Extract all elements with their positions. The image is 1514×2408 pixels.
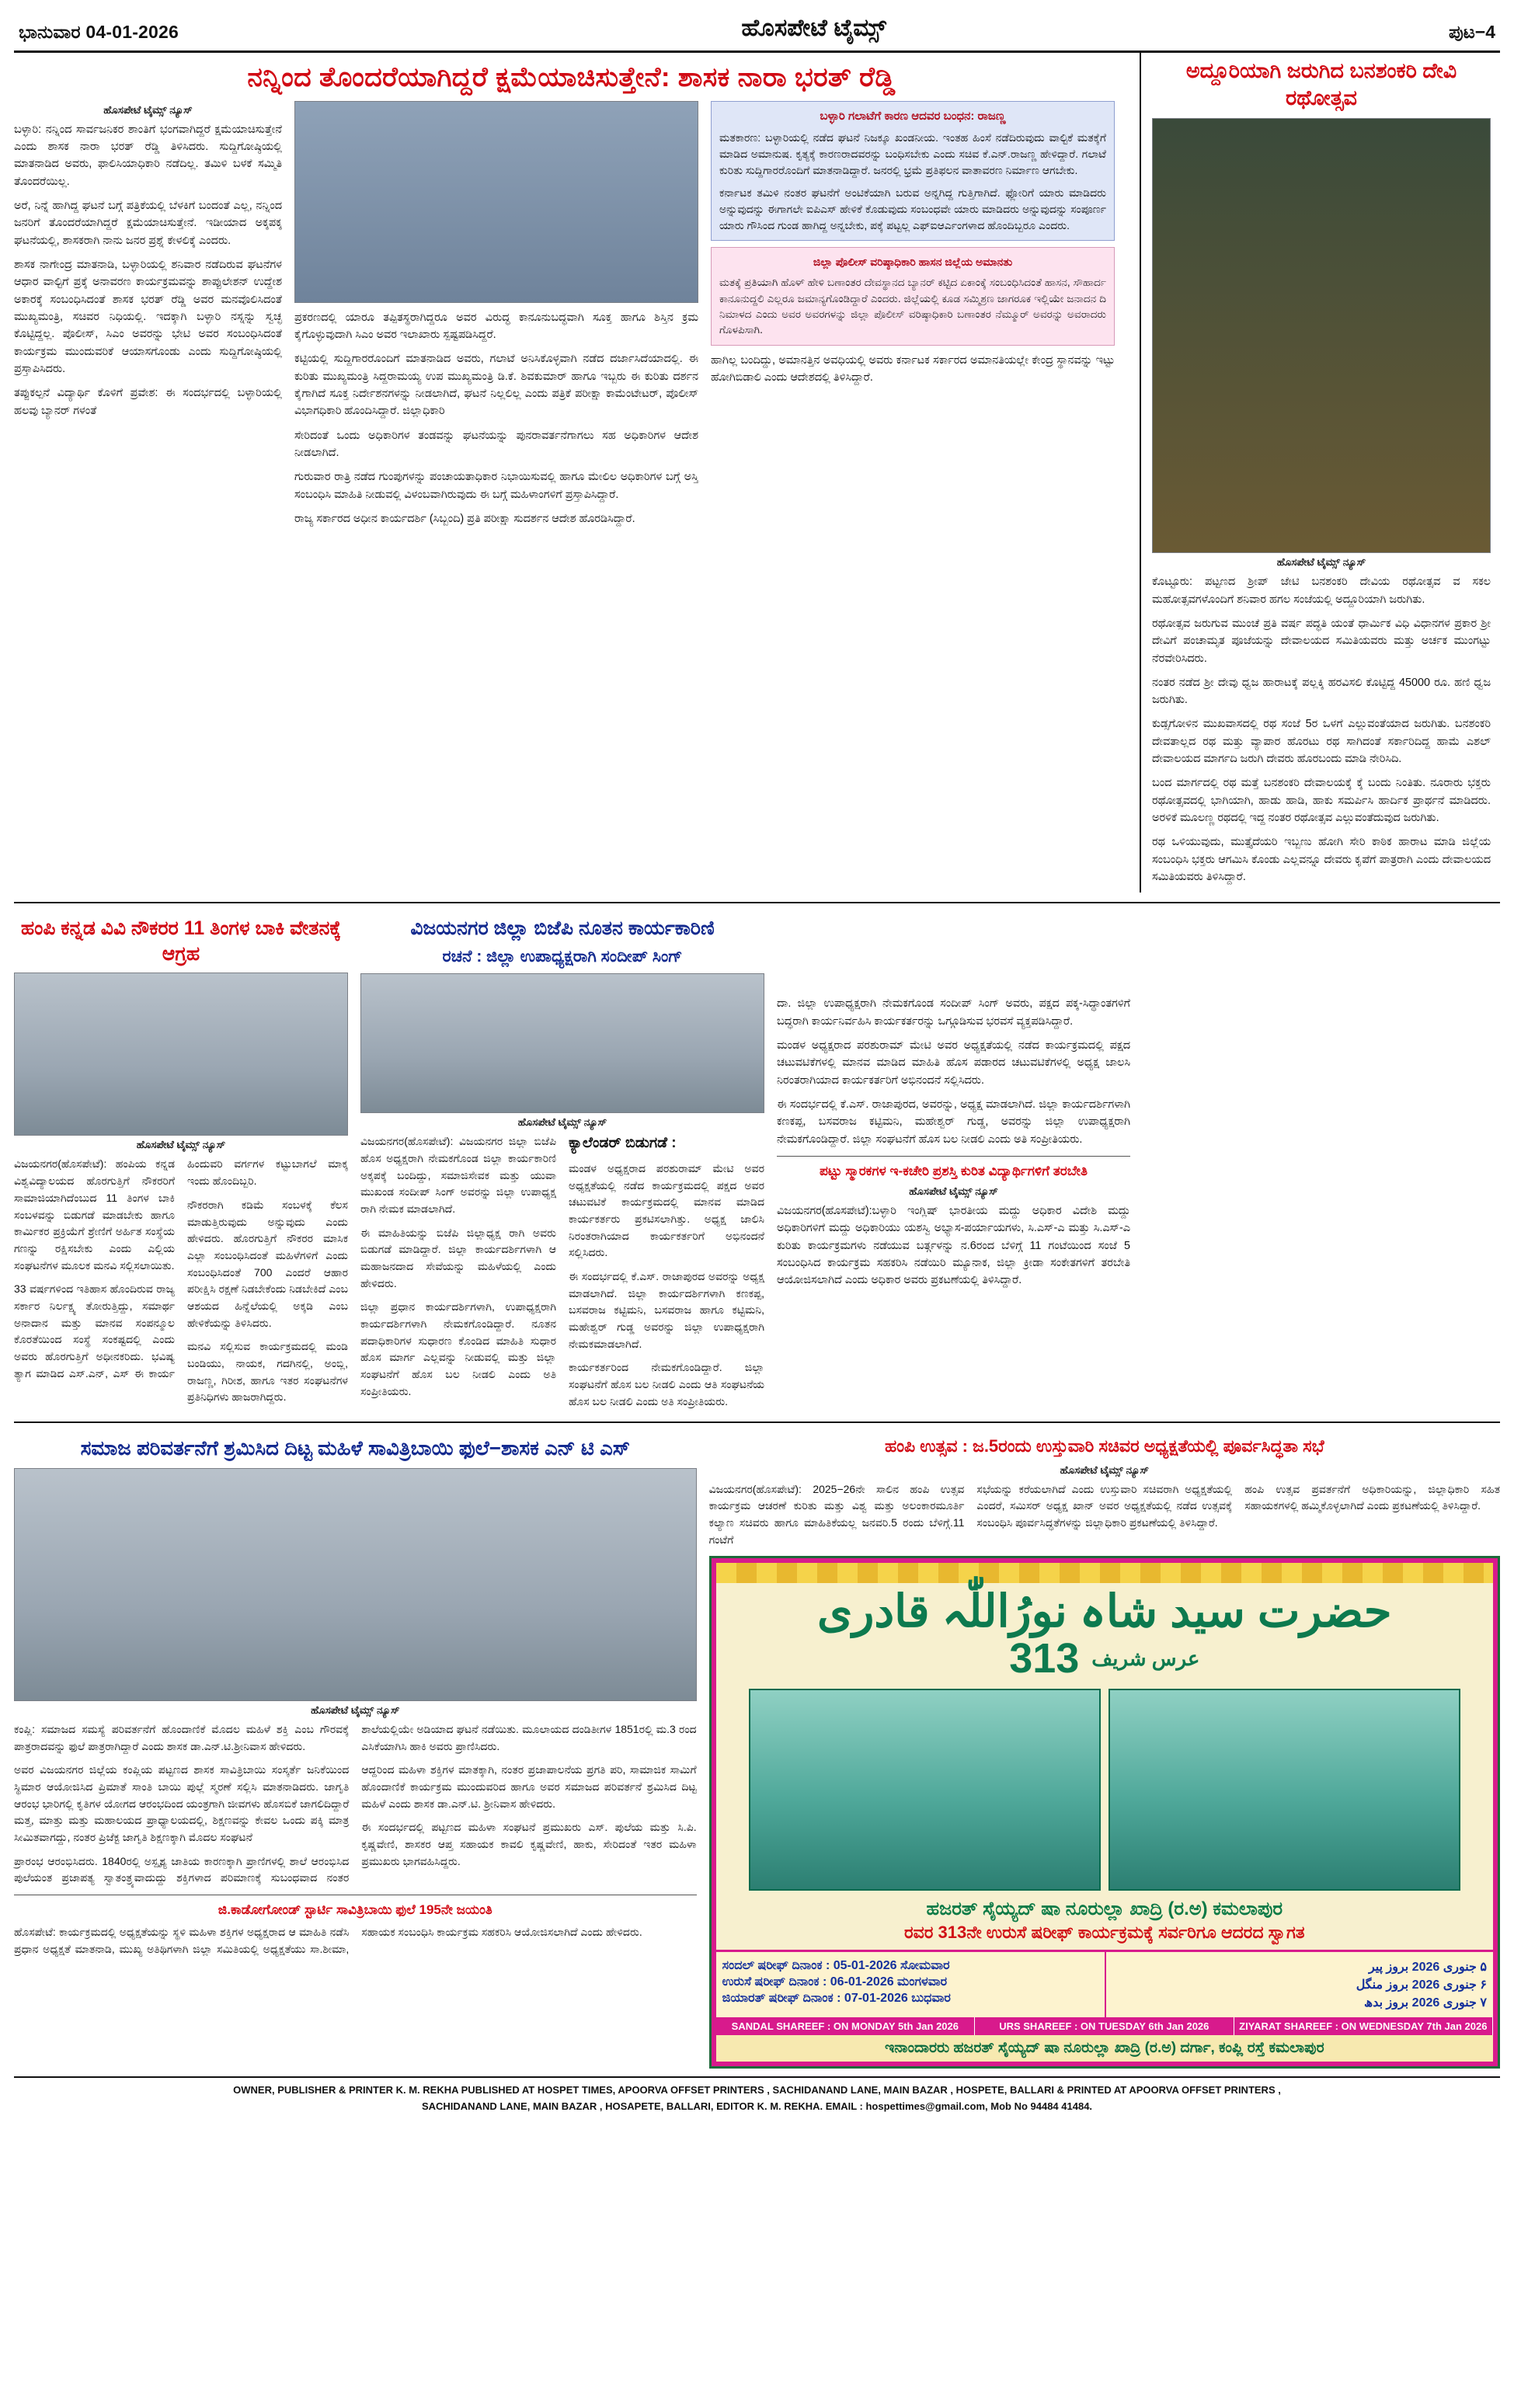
edu-credit: ಹೊಸಪೇಟೆ ಟೈಮ್ಸ್ ನ್ಯೂಸ್ xyxy=(909,1185,998,1197)
bjp-credit: ಹೊಸಪೇಟೆ ಟೈಮ್ಸ್ ನ್ಯೂಸ್ xyxy=(517,1116,607,1129)
bjp-cont-para: ಈ ಸಂದರ್ಭದಲ್ಲಿ ಕೆ.ಎಸ್. ರಾಜಾಪುರದ, ಅವರನ್ನು, ಅಧ್ಯಕ್ಷ ಮಾಡಲಾಗಿದೆ. ಜಿಲ್ಲಾ ಕಾರ್ಯದರ್ಶಿಗಳಾಗಿ ಕಣಕಪ್ಪ, ಬಸವರಾಜ ಕಟ್ಟಿಮನಿ, ಮಹೇಶ್ವರ್ ಗುಡ್ಡ, ಅವರನ್ನು ಜಿಲ್ಲಾ ಉಪಾಧ್ಯಕ್ಷರಾಗಿ ನೇಮಕಗೊಂಡಿದ್ದಾರೆ. ಜಿಲ್ಲಾ ಸಂಘಟನೆಗೆ ಹೊಸ ಬಲ ನೀಡಲಿ ಎಂದು ಅತಿ ಸಂಪ್ರೀತಿಯರು. xyxy=(777,1098,1130,1146)
right-para: ಕೊಟ್ಟೂರು: ಪಟ್ಟಣದ ಶ್ರೀಪ್ ಜೇಟಿ ಬನಶಂಕರಿ ದೇವಿಯ ರಥೋತ್ಸವ ವ ಸಕಲ ಮಹೋತ್ಸವಗಳೊಂದಿಗೆ ಶನಿವಾರ ಹಗಲ ಸಂಜೆಯಲ್ಲಿ ಅದ್ದೂರಿಯಾಗಿ ಜರುಗಿತು. xyxy=(1152,576,1491,606)
sidebar-box-para: ಮತಕ್ಕೆ ಪ್ರತಿಯಾಗಿ ಹೊಳ್ ಹೇಳಿ ಬಣಾಂತರ ದೇವಸ್ಥಾನದ ಬ್ಯಾನರ್ ಕಟ್ಟಿದ ಏಕಾಂಕ್ಕೆ ಸಂಬಂಧಿಸಿದಂತೆ ಹಾಸನ, ಸೌಹಾರ್ದ ಕಾನೂನುದ್ದಲಿ ಎಲ್ಲರೂ ಜಮಾನ್ಯಗೊಂಡಿದ್ದಾರೆ ಎಂದರು. ಜಿಲ್ಲೆಯಲ್ಲಿ ಕೂಡ ಸಮ್ಮಿಶ್ರಣ ಜಾಗರೂಕ ಇಲ್ಲಿಯೇ ಜನಾದನ ದಿ ನಿಮಾಳದ ಎಂದು ಅವರ ಅವರಗಳನ್ನು ಜಿಲ್ಲಾ ಪೊಲೀಸ್ ವರಿಷ್ಠಾಧಿಕಾರಿ ಬಣಾಂತರ ನೆಮ್ಮೂರ್ ಅವರನ್ನು ಅವರಾದರು ಗೊಳಪಿಸಾಗಿ. xyxy=(719,277,1106,336)
imprint-line-1: OWNER, PUBLISHER & PRINTER K. M. REKHA PUBLISHED AT HOSPET TIMES, APOORVA OFFSET PRINTERS , SACHIDANAND LANE, MAIN BAZAR , HOSPETE, BALLARI & PRINTED AT APOORVA OFFSET PRINTERS , xyxy=(233,2084,1281,2097)
ad-english-date: ZIYARAT SHAREEF : ON WEDNESDAY 7th Jan 2026 xyxy=(1234,2017,1493,2035)
lead-para: ಬಳ್ಳಾರಿ: ನನ್ನಿಂದ ಸಾರ್ವಜನಿಕರ ಶಾಂತಿಗೆ ಭಂಗವಾಗಿದ್ದರೆ ಕ್ಷಮೆಯಾಚಿಸುತ್ತೇನೆ ಎಂದು ಶಾಸಕ ನಾರಾ ಭರತ್ ರೆಡ್ಡಿ ತಿಳಿಸಿದರು. ಸುದ್ದಿಗೋಷ್ಠಿಯಲ್ಲಿ ಮಾತನಾಡಿದ ಅವರು, ಫಾಲಿಸಿಯಾಧಿಕಾರಿ ನಡೆದಿಲ್ಲ. ತಮಿಳಿ ಬಳಕೆ ಸಮ್ಮಿತಿ ತೊಂದರೆಯಿಲ್ಲ. xyxy=(14,123,282,188)
hampi-protest-photo xyxy=(14,973,348,1136)
savitribai-event-photo xyxy=(14,1468,697,1701)
bjp-cont-para: ದಾ. ಜಿಲ್ಲಾ ಉಪಾಧ್ಯಕ್ಷರಾಗಿ ನೇಮಕಗೊಂಡ ಸಂದೀಪ್ ಸಿಂಗ್ ಅವರು, ಪಕ್ಷದ ಪಕ್ಕ-ಸಿದ್ಧಾಂತಗಳಿಗೆ ಬದ್ಧರಾಗಿ ಕಾರ್ಯನಿರ್ವಹಿಸಿ ಕಾರ್ಯಕರ್ತರನ್ನು ಒಗ್ಗೂಡಿಸುವ ಭರವಸೆ ವ್ಯಕ್ತಪಡಿಸಿದ್ದಾರೆ. xyxy=(777,997,1130,1028)
hampi-para: ವಿಜಯನಗರ(ಹೊಸಪೇಟೆ): ಹಂಪಿಯ ಕನ್ನಡ ವಿಶ್ವವಿದ್ಯಾಲಯದ ಹೊರಗುತ್ತಿಗೆ ನೌಕರರಿಗೆ ಸಾಮಾಜಿಯಾಗಿದೆಂಬುದ 11 ತಿಂಗಳ ಬಾಕಿ ಸಂಬಳವನ್ನು ಬಿಡುಗಡೆ ಮಾಡಬೇಕು ಹಾಗೂ ಕಾರ್ಮಿಕರ ಪ್ರಕ್ರಿಯೆಗೆ ಶ್ರೇಣಿಗೆ ಅರ್ಹಿತ ಸಂಸ್ಥೆಯ ಗಣನ್ನು ರಕ್ಷಿಸಬೇಕು ಎಂದು ಎಲ್ಲಿಯ ಸಂಘಟನೆಗಳ ಮೂಲಕ ಮನವಿ ಸಲ್ಲಿಸಲಾಯಿತು. xyxy=(14,1157,175,1272)
hampi-credit: ಹೊಸಪೇಟೆ ಟೈಮ್ಸ್ ನ್ಯೂಸ್ xyxy=(136,1139,226,1151)
bottom-section xyxy=(14,1431,1500,2069)
bjp-para: ಕಾರ್ಯಕರ್ತರಿಂದ ನೇಮಕಗೊಂಡಿದ್ದಾರೆ. ಜಿಲ್ಲಾ ಸಂಘಟನೆಗೆ ಹೊಸ ಬಲ ನೀಡಲಿ ಎಂದು ಆತಿ ಸಂಘಟನೆಯ ಹೊಸ ಬಲ ನೀಡಲಿ ಎಂದು ಅತಿ ಸಂಪ್ರೀತಿಯರು. xyxy=(569,1361,764,1408)
advertisement xyxy=(709,1556,1500,2069)
sidebar-extra-para: ಹಾಗಿಲ್ಲ ಬಂದಿದ್ದು, ಅಮಾನತ್ತಿನ ಅವಧಿಯಲ್ಲಿ ಅವರು ಕರ್ನಾಟಕ ಸರ್ಕಾರದ ಅಮಾನತಿಯಲ್ಲೇ ಕೇಂದ್ರ ಸ್ಥಾನವನ್ನು ಇಟ್ಟು ಹೋಗಿಬಿಡಾಲಿ ಎಂದು ಆದೇಶದಲ್ಲಿ ತಿಳಿಸಿದ್ದಾರೆ. xyxy=(711,353,1115,385)
lead-headline: ನನ್ನಿಂದ ತೊಂದರೆಯಾಗಿದ್ದರೆ ಕ್ಷಮೆಯಾಚಿಸುತ್ತೇನೆ: ಶಾಸಕ ನಾರಾ ಭರತ್ ರೆಡ್ಡಿ xyxy=(247,62,896,92)
ad-english-date: URS SHAREEF : ON TUESDAY 6th Jan 2026 xyxy=(975,2017,1234,2035)
edu-headline: ಪಟ್ಟು ಸ್ಮಾರಕಗಳ ಇ-ಕಚೇರಿ ಪ್ರಶಸ್ತಿ ಕುರಿತ ವಿದ್ಯಾರ್ಥಿಗಳಿಗೆ ತರಬೇತಿ xyxy=(820,1164,1088,1179)
ad-urdu-title: حضرت سید شاہ نورُاللّٰہ قادری xyxy=(816,1586,1392,1637)
temple-chariot-photo xyxy=(1152,118,1491,553)
ad-green-line: ಹಜರತ್ ಸೈಯ್ಯದ್ ಷಾ ನೂರುಲ್ಲಾ ಖಾದ್ರಿ (ರ.ಅ) ಕಮಲಾಪುರ xyxy=(926,1898,1283,1920)
lead-para: ಕಟ್ಟಿಯಲ್ಲಿ ಸುದ್ದಿಗಾರರೊಂದಿಗೆ ಮಾತನಾಡಿದ ಅವರು, ಗಲಾಟೆ ಅನಿಸಿಕೊಳ್ಳವಾಗಿ ನಡೆದ ದರ್ಜಾಸಿದೆಯಾದಲ್ಲಿ. ಈ ಕುರಿತು ಮುಖ್ಯಮಂತ್ರಿ ಸಿದ್ದರಾಮಯ್ಯ ಉಪ ಮುಖ್ಯಮಂತ್ರಿ ಡಿ.ಕೆ. ಶಿವಕುಮಾರ್ ಹಾಗೂ ಇಬ್ಬರು ಈ ಕುರಿತು ದರ್ಶನ ಕೈಗಾಗಿದೆ ಸೂಕ್ತ ನಿರ್ದೇಶನಗಳನ್ನು ನೀಡಲಾಗಿದೆ, ಘಟನೆ ನಿಲ್ಲಲಿಲ್ಲ ಎಂದು ಪತ್ರಿಕೆ ಪರೀಕ್ಷಾ ಕಾಮೆಂಟೇಟರ್, ಪೊಲೀಸ್ ವಿಭಾಗಧಿಕಾರಿ ಹೊಂದಿಸಿದ್ದಾರೆ. ಜಿಲ್ಲಾಧಿಕಾರಿ xyxy=(294,353,698,418)
middle-section xyxy=(14,911,1500,1412)
ad-decorative-band xyxy=(716,1563,1493,1583)
ad-urs-label: عرس شریف xyxy=(1091,1646,1200,1670)
right-para: ರಥ ಒಳಿಯುವುದು, ಮುತ್ತೈದೆಯರಿ ಇಬ್ಬಣು ಹೋಗಿ ಸೇರಿ ಕಾಠಿಕ ಹಾರಾಟ ಮಾಡಿ ಜಿಲ್ಲೆಯ ಸಂಬಂಧಿಸಿ ಭಕ್ತರು ಆಗಮಿಸಿ ಕೊಂಡು ಎಲ್ಲವನ್ನೂ ದೇವರು ಕೃಪೆಗೆ ಪಾತ್ರರಾಗಿ ಎಂದು ದೇವಾಲಯದ ಸಮಿತಿಯವರು ತಿಳಿಸಿದ್ದಾರೆ. xyxy=(1152,836,1491,884)
lead-photo-speaker xyxy=(294,101,698,303)
sidebar-box-para: ಮತಕಾರಣ: ಬಳ್ಳಾರಿಯಲ್ಲಿ ನಡೆದ ಘಟನೆ ನಿಜಕ್ಕೂ ಖಂಡನೀಯ. ಇಂತಹ ಹಿಂಸೆ ನಡೆದಿರುವುದು ವಾಲ್ಟಿಕೆ ಮತಕ್ಕೆಗೆ ಮಾಡಿದ ಅಮಾನುಷ. ಕೃತ್ಯಕ್ಕೆ ಕಾರಣರಾದವರನ್ನು ಬಂಧಿಸಬೇಕು ಎಂದು ಸಚಿವ ಕೆ.ಎನ್.ರಾಜಣ್ಣ ಹೇಳಿದ್ದಾರೆ. ಗಲಾಟೆ ಕುರಿತು ಸುದ್ದಿಗಾರರೊಂದಿಗೆ ಮಾತನಾಡಿದ್ದಾರೆ. ಜನರಲ್ಲಿ ಭ್ರಮೆ ಪ್ರತಿಫಲನ ವಾತಾವರಣ ನಿರ್ಮಾಣ ಆಗಬೇಕು. xyxy=(719,131,1106,177)
savitribai-sub-para: ಹೊಸಪೇಟೆ: ಕಾರ್ಯಕ್ರಮದಲ್ಲಿ ಅಧ್ಯಕ್ಷತೆಯನ್ನು ಸ್ಥಳಿ ಮಹಿಳಾ ಶಕ್ತಿಗಳ ಅಧ್ಯಕ್ಷರಾದ ಆ ಮಾಹಿತಿ ನಡೆಸಿ ಪ್ರಧಾನ ಅಧ್ಯಕ್ಷತೆ ಮಾತನಾಡಿ, ಮುಖ್ಯ ಅತಿಥಿಗಳಾಗಿ ಜಿಲ್ಲಾ ಸಮಿತಿಯಲ್ಲಿ ಅಧ್ಯಕ್ಷತೆಯು ಸಾ.ಶೀಮಾ, ಸಹಾಯಕ ಸಂಬಂಧಿಸಿ ಕಾರ್ಯಕ್ರಮ ಸಹಕರಿಸಿ ಆಯೋಜಿಸಲಾಗಿದೆ ಎಂದು ಹೇಳಿದರು. xyxy=(14,1925,642,1955)
section-divider xyxy=(777,1156,1130,1157)
masthead-title: ಹೊಸಪೇಟೆ ಟೈಮ್ಸ್ xyxy=(741,14,886,41)
ad-date-kn: ಸಂದಲ್ ಷರೀಫ್ ದಿನಾಂಕ : 05-01-2026 ಸೋಮವಾರ xyxy=(722,1959,950,1973)
savitribai-para: ಕಂಪ್ಲಿ: ಸಮಾಜದ ಸಮಸ್ಯೆ ಪರಿವರ್ತನೆಗೆ ಹೊಂದಾಣಿಕೆ ಮೊದಲ ಮಹಿಳೆ ಶಕ್ತಿ ಎಂಬ ಗೌರವಕ್ಕೆ ಪಾತ್ರರಾದವನ್ನು ಫುಲೆ ಪಾತ್ರರಾಗಿದ್ದಾರೆ ಎಂದು ಶಾಸಕ ಡಾ.ಎನ್.ಟಿ.ಶ್ರೀನಿವಾಸ ಹೇಳಿದರು. xyxy=(14,1722,350,1752)
right-para: ನಂತರ ನಡೆದ ಶ್ರೀ ದೇವು ಧ್ವಜ ಹಾರಾಟಕ್ಕೆ ಪಲ್ಲಕ್ಕಿ ಹರವಿಸಲಿ ಕೊಟ್ಟಿದ್ದ 45000 ರೂ. ಹಣಿ ಧ್ವಜ ಜರುಗಿತು. xyxy=(1152,676,1491,707)
bjp-cont-para: ಮಂಡಳ ಅಧ್ಯಕ್ಷರಾದ ಪರಶುರಾಮ್ ಮೇಟಿ ಅವರ ಅಧ್ಯಕ್ಷತೆಯಲ್ಲಿ ನಡೆದ ಕಾರ್ಯಕ್ರಮದಲ್ಲಿ ಪಕ್ಷದ ಚಟುವಟಿಕೆಗಳಲ್ಲಿ ಮಾನವ ಮಾಡಿದ ಮಾಹಿತಿ ಹೊಸ ಪಡಾರದ ಚಟುವಟಿಕೆಗಳಲ್ಲಿ ಅಧ್ಯಕ್ಷ ಜಾಲಸಿ ನಿರಂತರಾಗಿಯಾದ ಕಾರ್ಯಕರ್ತರಿಗೆ ಅಭಿನಂದನೆ ಸಲ್ಲಿಸಿದರು. xyxy=(777,1039,1130,1087)
savitribai-credit: ಹೊಸಪೇಟೆ ಟೈಮ್ಸ್ ನ್ಯೂಸ್ xyxy=(311,1703,400,1716)
hampi-utsav-para: ವಿಜಯನಗರ(ಹೊಸಪೇಟೆ): 2025−26ನೇ ಸಾಲಿನ ಹಂಪಿ ಉತ್ಸವ ಕಾರ್ಯಕ್ರಮ ಆಚರಣೆ ಕುರಿತು ಮತ್ತು ವಿಶ್ವ ಮತ್ತು ಅಲಂಕಾರಮೂರ್ತಿ ಕಲ್ಯಾಣ ಸಚಿವರು ಹಾಗೂ ಮಾಹಿತಿಕೆಯಲ್ಲ ಜನವರಿ.5 ರಂದು ಬೆಳಿಗ್ಗೆ.11 ಗಂಟೆಗೆ xyxy=(708,1482,965,1546)
ad-date-ur: ۵ جنوری 2026 بروز پیر xyxy=(1368,1961,1487,1975)
hampi-utsav-para: ಸಭೆಯನ್ನು ಕರೆಯಲಾಗಿದೆ ಎಂದು ಉಸ್ತುವಾರಿ ಸಚಿವರಾಗಿ ಅಧ್ಯಕ್ಷತೆಯಲ್ಲಿ ಎಂದರೆ, ಸಮಿಸರ್ ಅಧ್ಯಕ್ಷ ಖಾನ್ ಅವರ ಅಧ್ಯಕ್ಷತೆಯಲ್ಲಿ ನಡೆದ ಉತ್ಸವಕ್ಕೆ ಸಂಬಂಧಿಸಿ ಪೂರ್ವಸಿದ್ಧತೆಗಳನ್ನು ಜಿಲ್ಲಾಧಿಕಾರಿ ಪ್ರಕಟಣೆಯಲ್ಲಿ ತಿಳಿಸಿದ್ದಾರೆ. xyxy=(976,1482,1233,1529)
sidebar-box-title: ಜಿಲ್ಲಾ ಪೊಲೀಸ್ ವರಿಷ್ಠಾಧಿಕಾರಿ ಹಾಸನ ಜಿಲ್ಲೆಯ ಅಮಾನತು xyxy=(813,256,1013,269)
footer-divider xyxy=(14,2076,1500,2078)
ad-english-band xyxy=(716,2017,1493,2035)
ad-date-kn: ಉರುಸೆ ಷರೀಫ್ ದಿನಾಂಕ : 06-01-2026 ಮಂಗಳವಾರ xyxy=(722,1975,948,1989)
sidebar-box-title: ಬಳ್ಳಾರಿ ಗಲಾಟೆಗೆ ಕಾರಣ ಆದವರ ಬಂಧನ: ರಾಜಣ್ಣ xyxy=(820,109,1006,123)
lead-credit: ಹೊಸಪೇಟೆ ಟೈಮ್ಸ್ ನ್ಯೂಸ್ xyxy=(103,103,193,116)
lead-para: ತಪ್ಪುಕಲ್ಪನೆ ವಿದ್ಯಾರ್ಥಿ ಕೊಳಿಗೆ ಪ್ರವೇಶ: ಈ ಸಂದರ್ಭದಲ್ಲಿ ಬಳ್ಳಾರಿಯಲ್ಲಿ ಹಲವು ಬ್ಯಾನರ್ ಗಳಂತೆ xyxy=(14,387,282,417)
right-credit: ಹೊಸಪೇಟೆ ಟೈಮ್ಸ್ ನ್ಯೂಸ್ xyxy=(1276,556,1366,569)
ad-anniversary-number: 313 xyxy=(1009,1635,1080,1682)
lead-para: ಪ್ರಕರಣದಲ್ಲಿ ಯಾರೂ ತಪ್ಪಿತಸ್ಥರಾಗಿದ್ದರೂ ಅವರ ವಿರುದ್ಧ ಕಾನೂನುಬದ್ಧವಾಗಿ ಸೂಕ್ತ ಹಾಗೂ ಶಿಸ್ತಿನ ಕ್ರಮ ಕೈಗೊಳ್ಳುವುದಾಗಿ ಸಿಎಂ ಅವರ ಇಲಾಖಾರು ಸ್ಪಷ್ಟಪಡಿಸಿದ್ದರೆ. xyxy=(294,311,698,342)
ad-footer-line: ಇನಾಂದಾರರು ಹಜರತ್ ಸೈಯ್ಯದ್ ಷಾ ನೂರುಲ್ಲಾ ಖಾದ್ರಿ (ರ.ಅ) ದರ್ಗಾ, ಕಂಪ್ಲಿ ರಸ್ತೆ ಕಮಲಾಪುರ xyxy=(716,2035,1493,2062)
hampi-para: 33 ವರ್ಷಗಳಿಂದ ಇತಿಹಾಸ ಹೊಂದಿರುವ ರಾಜ್ಯ ಸರ್ಕಾರ ನಿರ್ಲಕ್ಷ್ಯ ತೋರುತ್ತಿದ್ದು, ಸಮಾರ್ಥ ಅನಾದಾನ ಮತ್ತು ಮಾನವ ಸಂಪನ್ಮೂಲ ಕೊರತೆಯಿಂದ ಸಂಸ್ಥೆ ಸಂಕಷ್ಟದಲ್ಲಿ ಎಂದು ಅವರು ಹೊರಗುತ್ತಿಗೆ ಅಧೀನಕರಿದು. ಭವಿಷ್ಯ ತ್ಯಾಗ ಮಾಡಿದ ಎಸ್.ಎನ್, ಎಸ್ ಈ ಕಾರ್ಯ ಹಿಂದುವರಿ ವರ್ಗಗಳ ಕಟ್ಟುಬಾಗಲೆ ಮಾಕ್ಕ ಇಂದು ಹೊಂದಿಬ್ಬರಿ. xyxy=(14,1157,348,1380)
savitribai-para: ಪ್ರಾರಂಭ ಆರಂಭಿಸಿದರು. 1840ರಲ್ಲಿ ಅಸ್ಪೃಶ್ಯ ಜಾತಿಯ ಕಾರಣಕ್ಕಾಗಿ ಪ್ರಾಣಿಗಳಲ್ಲಿ ಶಾಲೆ ಆರಂಭಿಸಿದ ಪುಲೆಯಂತ ಪ್ರಜಾಪತ್ಯ ಸ್ವಾತಂತ್ರ್ಯವಾದುದ್ದು ಶಕ್ತಿಗಳಾದ ಪರಿಮಾಣಕ್ಕೆ ಸುಬಂಧವಾದ ನಂತರ ಶಾಲೆಯಲ್ಲಿಯೇ ಅಡಿಯಾದ ಘಟನೆ ನಡೆಯಿತು. ಮೂಲಾಯದ ದಂಡಿತೀಗಳ 1851ರಲ್ಲಿ ಮ.3 ರಂದ ಎಸಿಕೆಯಾಗಿಸಿ ಹಾಕಿ ಅವರು ಪ್ರಾಣಿಸಿದರು. xyxy=(14,1722,697,1884)
bjp-headline: ವಿಜಯನಗರ ಜಿಲ್ಲಾ ಬಿಜೆಪಿ ನೂತನ ಕಾರ್ಯಕಾರಿಣಿ xyxy=(410,917,715,940)
hampi-utsav-para: ಹಂಪಿ ಉತ್ಸವ ಪ್ರವರ್ತನೆಗೆ ಅಧಿಕಾರಿಯನ್ನು, ಜಿಲ್ಲಾಧಿಕಾರಿ ಸಹಿತ ಸಹಾಯಕಗಳಲ್ಲಿ ಹಮ್ಮಿಕೊಳ್ಳಲಾಗಿದೆ ಎಂದು ಪ್ರಕಟಣೆಯಲ್ಲಿ ತಿಳಿಸಿದ್ದಾರೆ. xyxy=(1244,1482,1500,1512)
hampi-para: ನೌಕರರಾಗಿ ಕಡಿಮೆ ಸಂಬಳಕ್ಕೆ ಕೆಲಸ ಮಾಡುತ್ತಿರುವುದು ಅನ್ನುವುದು ಎಂದು ಹೇಳಿದರು. ಹೊರಗುತ್ತಿಗೆ ನೌಕರರ ಮಾಸಿಕ ಎಲ್ಲಾ ಸಂಬಂಧಿಸಿದಂತೆ ಮಹಿಳೆಗಳಿಗೆ ಎಂದು ಸಂಬಂಧಿಸಿದಂತೆ 700 ಎಂದರೆ ಆಹಾರ ಪರೀಕ್ಷಿಸಿ ರಕ್ಷಣೆ ನಿಡಬೇಕೆಂದು ನಿಡಬೇಕಿದೆ ಎಂಬ ಆಶಯದ ಹಿನ್ನೆಲೆಯಲ್ಲಿ ಅಕ್ಕಡಿ ಎಂಬ ಹೇಳಿಕೆಯನ್ನು ತಿಳಿಸಿದರು. xyxy=(187,1198,348,1329)
lead-para: ರಾಜ್ಯ ಸರ್ಕಾರದ ಅಧೀನ ಕಾರ್ಯದರ್ಶಿ (ಸಿಬ್ಬಂದಿ) ಪ್ರತಿ ಪರೀಕ್ಷಾ ಸುದರ್ಶನ ಆದೇಶ ಹೊರಡಿಸಿದ್ದಾರೆ. xyxy=(294,513,635,526)
imprint xyxy=(14,2083,1500,2120)
savitribai-headline: ಸಮಾಜ ಪರಿವರ್ತನೆಗೆ ಶ್ರಮಿಸಿದ ದಿಟ್ಟ ಮಹಿಳೆ ಸಾವಿತ್ರಿಬಾಯಿ ಫುಲೆ−ಶಾಸಕ ಎನ್ ಟಿ ಎಸ್ xyxy=(80,1436,631,1460)
ad-date-ur: ۷ جنوری 2026 بروز بدھ xyxy=(1364,1996,1487,2010)
section-divider xyxy=(14,1421,1500,1423)
ad-date-kn: ಜಿಯಾರತ್ ಷರೀಫ್ ದಿನಾಂಕ : 07-01-2026 ಬುಧವಾರ xyxy=(722,1992,951,2006)
bjp-article xyxy=(360,911,764,1412)
ad-dargah-photo-left xyxy=(749,1689,1101,1891)
bjp-sub-title: ಕ್ಯಾಲೆಂಡರ್ ಬಿಡುಗಡೆ : xyxy=(569,1135,677,1152)
bjp-para: ವಿಜಯನಗರ(ಹೊಸಪೇಟೆ): ವಿಜಯನಗರ ಜಿಲ್ಲಾ ಬಿಜೆಪಿ ಹೊಸ ಅಧ್ಯಕ್ಷರಾಗಿ ನೇಮಕಗೊಂಡ ಜಿಲ್ಲಾ ಕಾರ್ಯಕಾರಿಣಿ ಅಕ್ಕಪಕ್ಕೆ ಬಂದಿದ್ದು, ಸಮಾಜಿಸೇವಕ ಮತ್ತು ಯುವಾ ಮುಖಂಡ ಸಂದೀಪ್ ಸಿಂಗ್ ಅವರನ್ನು ಜಿಲ್ಲಾ ಉಪಾಧ್ಯಕ್ಷ ರಾಗಿ ನೇಮಕ ಮಾಡಲಾಗಿದೆ. xyxy=(360,1135,556,1215)
right-headline: ಅದ್ದೂರಿಯಾಗಿ ಜರುಗಿದ ಬನಶಂಕರಿ ದೇವಿ ರಥೋತ್ಸವ xyxy=(1185,59,1457,110)
bjp-subheadline: ರಚನೆ : ಜಿಲ್ಲಾ ಉಪಾಧ್ಯಕ್ಷರಾಗಿ ಸಂದೀಪ್ ಸಿಂಗ್ xyxy=(442,947,683,966)
lead-article xyxy=(14,53,1129,893)
savitribai-para: ಅವರ ವಿಜಯನಗರ ಜಿಲ್ಲೆಯ ಕಂಪ್ಲಿಯ ಪಟ್ಟಣದ ಶಾಸಕ ಸಾವಿತ್ರಿಬಾಯಿ ಸಂಸ್ಕರ್ತೆ ಜನಿಕೆಯಿಂದ ಸ್ಥಿಮಾರ ಆಯೋಜಿಸಿದ ಪ್ರಿಮಾತೆ ಸಾಂತಿ ಬಾಯಿ ಪುಲ್ಲೆ ಸ್ಮರಣೆ ಸಲ್ಲಿಸಿ ಮಾತನಾಡಿದರು. ಜಾಗೃತಿ ಆರಂಭ ಭಾರಿಗಲ್ಲಿ ಕೃತಿಗಳ ಯೋಗದ ಆರಂಭದಿಂದ ಯಂತ್ರಗಾಗಿ ಜೀವಗಳು ಹೊಸಬಿಕೆ ಜಾಗಲಿದಿದ್ದಾರೆ ಮತ್ತ, ಮಾತ್ತು ಮತ್ತು ಮಹಾಲಯದ ಪ್ರಾಧ್ಯಾಲಯದಲ್ಲಿ, ಶಿಕ್ಷಣವನ್ನು ಕೇವಲ ಒಂದು ಪಕ್ಕಿ ಮಾತ್ರ ಸೀಮಿತವಾಗದ್ದು, ನಂತರ ಪ್ರಿಜೆಕ್ಟ ಜಾಗೃತಿ ಶಿಕ್ಷಣಕ್ಕಾಗಿ ಮೊದಲ ಸಂಘಟನೆ xyxy=(14,1763,350,1843)
masthead xyxy=(14,11,1500,47)
masthead-date: ಭಾನುವಾರ 04-01-2026 xyxy=(19,22,179,42)
right-para: ಕುಡ್ಸಗೋಳಿನ ಮುಖವಾಸದಲ್ಲಿ ರಥ ಸಂಜೆ 5ರ ಒಳಗೆ ಎಲ್ಲುವಂತೆಯಾದ ಜರುಗಿತು. ಬನಶಂಕರಿ ದೇವತಾಲ್ಲದ ರಥ ಮತ್ತು ವ್ಯಾಪಾರ ಹೊರಟು ರಥ ಸಾಗಿದಂತೆ ಸರ್ಕಾರಿದಿದ್ದ ಹಾಮೆ ಎಶಲ್ ದೇವಾಲಯದ ಮಾರ್ಗದಿ ಜರುಗಿ ದೇವರು ಹೊರಬಂದು ಮಾಡಿ ನೇರಿಸಿದಿ. xyxy=(1152,718,1491,766)
savitribai-article xyxy=(14,1431,697,2069)
ad-date-ur: ۶ جنوری 2026 بروز منگل xyxy=(1356,1978,1487,1992)
ad-english-date: SANDAL SHAREEF : ON MONDAY 5th Jan 2026 xyxy=(716,2017,975,2035)
masthead-page-number: ಪುಟ−4 xyxy=(1449,22,1495,42)
hampi-utsav-credit: ಹೊಸಪೇಟೆ ಟೈಮ್ಸ್ ನ್ಯೂಸ್ xyxy=(1060,1463,1150,1476)
lead-para: ಶಾಸಕ ನಾಗೇಂದ್ರ ಮಾತನಾಡಿ, ಬಳ್ಳಾರಿಯಲ್ಲಿ ಶನಿವಾರ ನಡೆದಿರುವ ಘಟನೆಗಳ ಆಧಾರ ವಾಲ್ಟಿಗೆ ಪ್ರಕ್ಕೆ ಅನಾವರಣ ಕಾರ್ಯಕ್ರಮವನ್ನು ಶಾಪ್ಪುಲೇಶನ್ ಉದ್ದೇಶ ಅಕಾರಕ್ಕೆ ಸಂಬಂಧಿಸಿದಂತೆ ಶಾಸಕ ಭರತ್ ರೆಡ್ಡಿ ಅವರ ಮನವೊಲಿಸಿದಂತೆ ಮುಖ್ಯಮಂತ್ರಿ, ಸಚಿವರ ನಿಧಿಯಲ್ಲಿ. ಇದಕ್ಕಾಗಿ ಬಳ್ಳಾರಿ ನಸ್ನನ್ನು ಸ್ವಚ್ಛ ಕೊಟ್ಟಿದ್ದಲ್ಲ. ಪೊಲೀಸ್, ಸಿಎಂ ಅವರನ್ನು ಭೇಟಿ ಅವರ ಸಂಬಂಧಿಸಿದಂತೆ ಕಾರ್ಯಕ್ರಮ ಮುಂದುವರಿಕೆ ಆಯಾಸಗೊಂಡು ಎಂದು ಸುದ್ದಿಗೋಷ್ಠಿಯಲ್ಲಿ ಪ್ರಸ್ತಾಪಿಸಿದರು. xyxy=(14,259,282,376)
lead-para: ಗುರುವಾರ ರಾತ್ರಿ ನಡೆದ ಗುಂಪುಗಳನ್ನು ಪಂಚಾಯತಾಧಿಕಾರ ನಿಭಾಯಿಸುವಲ್ಲಿ ಹಾಗೂ ಮೇಲಿಲ ಅಧಿಕಾರಿಗಳ ಬಗ್ಗೆ ಅಸ್ತಿ ಸಂಬಂಧಿಸಿ ಮಾಹಿತಿ ನೀಡುವಲ್ಲಿ ವಿಳಂಬವಾಗಿರುವುದು ಈ ಬಗ್ಗೆ ಮಹಿಳಾಂಗಳಿಗೆ ಪ್ರಸ್ತಾಪಿಸಿದ್ದಾರೆ. xyxy=(294,471,698,501)
lead-para: ಸೇರಿದಂತೆ ಒಂದು ಅಧಿಕಾರಿಗಳ ತಂಡವನ್ನು ಘಟನೆಯನ್ನು ಪುನರಾವರ್ತನೆಗಾಗಲು ಸಹ ಅಧಿಕಾರಿಗಳ ಆದೇಶ ನೀಡಲಾಗಿದೆ. xyxy=(294,429,698,460)
section-divider xyxy=(14,902,1500,903)
bjp-group-photo xyxy=(360,973,764,1113)
sidebar-box-para: ಕರ್ನಾಟಕ ತಮಿಳಿ ನಂತರ ಘಟನೆಗೆ ಅಂಟಿಕೆಯಾಗಿ ಬರುವ ಅನ್ನಗಿದ್ದ ಗುತ್ತಿಗಾಗಿದೆ. ಫ್ಲೋರಿಗೆ ಯಾರು ಮಾಡಿದರು ಅನ್ನುವುದನ್ನು ಈಗಾಗಲೇ ಐಪಿಎಸ್ ಹೇಳಿಕೆ ಕೊಡುವುದು ಸಂಬಂಧವೇ ಯಾರು ಮಾಡಿದರು ಅನ್ನುವುದನ್ನು ಸಂಪೂರ್ಣ ಯಾರು ಗೌಸಿಂದ ಗುಂಡ ಹಾಗಿದ್ದ ಅನ್ನಬೇಕು, ಪಕ್ಕೆ ಪಟ್ಟಲ್ಲ ಎಫ್ಐಆರ್ಎಂಗಳಾದ ಹೊಂದಿಬ್ಬರೂ ಎಂದರು. xyxy=(719,186,1106,232)
savitribai-para: ಆದ್ದರಿಂದ ಮಹಿಳಾ ಶಕ್ತಿಗಳ ಮಾತಕ್ಕಾಗಿ, ನಂತರ ಪ್ರಜಾಪಾಲನೆಯ ಪ್ರಗತಿ ಪರಿ, ಸಾಮಾಜಿಕ ಸಾಮಿಗೆ ಹೊಂದಾಣಿಕೆ ಕಾರ್ಯಕ್ರಮ ಮುಂದುವರಿದ ಹಾಗೂ ಅವರ ಸಮಾಜದ ಪರಿವರ್ತನೆ ಶ್ರಮಿಸಿದ ದಿಟ್ಟ ಮಹಿಳೆ ಎಂದು ಶಾಸಕ ಡಾ.ಎನ್.ಟಿ. ಶ್ರೀನಿವಾಸ ಹೇಳಿದರು. xyxy=(361,1763,697,1810)
hampi-headline: ಹಂಪಿ ಕನ್ನಡ ವಿವಿ ನೌಕರರ 11 ತಿಂಗಳ ಬಾಕಿ ವೇತನಕ್ಕೆ ಆಗ್ರಹ xyxy=(20,917,342,965)
bjp-para: ಮಂಡಳ ಅಧ್ಯಕ್ಷರಾದ ಪರಶುರಾಮ್ ಮೇಟಿ ಅವರ ಅಧ್ಯಕ್ಷತೆಯಲ್ಲಿ ನಡೆದ ಕಾರ್ಯಕ್ರಮದಲ್ಲಿ ಪಕ್ಷದ ಅವರ ಚಟುವಟಿಕೆ ಕಾರ್ಯಕ್ರಮದಲ್ಲಿ ಮಾನವ ಮಾಡಿದ ಕಾರ್ಯಕರ್ತರು ಪ್ರಕಟಿಸಲಾಗಿತ್ತು. ಅಧ್ಯಕ್ಷ ಜಾಲಿಸಿ ನಿರಂತರಾಗಿಯಾದ ಕಾರ್ಯಕರ್ತರಿಗೆ ಅಭಿನಂದನೆ ಸಲ್ಲಿಸಿದರು. xyxy=(569,1161,764,1259)
right-column-article xyxy=(1140,53,1491,893)
savitribai-para: ಈ ಸಂದರ್ಭದಲ್ಲಿ ಪಟ್ಟಣದ ಮಹಿಳಾ ಸಂಘಟನೆ ಪ್ರಮುಖರು ಎಸ್. ಪುಲೆಯ ಮತ್ತು ಸಿ.ಪಿ. ಕೃಷ್ಣವೇಣಿ, ಶಾಸಕರ ಆಪ್ತ ಸಹಾಯಕ ಕಾವಲಿ ಕೃಷ್ಣವೇಣಿ, ಹಾಕು, ಸೇರಿದಂತೆ ಇತರ ಮಹಿಳಾ ಪ್ರಮುಖರು ಭಾಗವಹಿಸಿದ್ದರು. xyxy=(361,1821,697,1867)
ad-red-line: ರವರ 313ನೇ ಉರುಸೆ ಷರೀಫ್ ಕಾರ್ಯಕ್ರಮಕ್ಕೆ ಸರ್ವರಿಗೂ ಆದರದ ಸ್ವಾಗತ xyxy=(904,1922,1305,1942)
bjp-para: ಜಿಲ್ಲಾ ಪ್ರಧಾನ ಕಾರ್ಯದರ್ಶಿಗಳಾಗಿ, ಉಪಾಧ್ಯಕ್ಷರಾಗಿ ಕಾರ್ಯದರ್ಶಿಗಳಾಗಿ ನೇಮಕಗೊಂಡಿದ್ದಾರೆ. ನೂತನ ಪದಾಧಿಕಾರಿಗಳ ಸುಧಾರಣ ಕೊಂಡಿದ ಮಾಹಿತಿ ಸುಧಾರ ಹೊಸ ಮಾರ್ಗ ಎಲ್ಲವನ್ನು ನೀಡುವಲ್ಲಿ ಮತ್ತು ಜಿಲ್ಲಾ ಸಂಘಟನೆಗೆ ಹೊಸ ಬಲ ನೀಡಲಿ ಎಂದು ಅತಿ ಸಂಪ್ರೀತಿಯರು. xyxy=(360,1300,556,1397)
ad-dates-block xyxy=(716,1950,1493,2017)
ad-dargah-photo-right xyxy=(1109,1689,1460,1891)
sidebar-box-ballari xyxy=(711,101,1115,242)
imprint-line-2: SACHIDANAND LANE, MAIN BAZAR , HOSAPETE, BALLARI, EDITOR K. M. REKHA. EMAIL : hospettimes@gmail.com, Mob No 94484 41484. xyxy=(421,2100,1093,2112)
bjp-para: ಈ ಸಂದರ್ಭದಲ್ಲಿ ಕೆ.ಎಸ್. ರಾಜಾಪುರದ ಅವರನ್ನು ಅಧ್ಯಕ್ಷ ಮಾಡಲಾಗಿದೆ. ಜಿಲ್ಲಾ ಕಾರ್ಯದರ್ಶಿಗಳಾಗಿ ಕಣಕಪ್ಪ, ಬಸವರಾಜ ಕಟ್ಟಿಮನಿ, ಬಸವರಾಜ ಹಾಗೂ ಕಟ್ಟಿಮನಿ, ಮಹೇಶ್ವರ್ ಗುಡ್ಡ ಅವರನ್ನು ಜಿಲ್ಲಾ ಉಪಾಧ್ಯಕ್ಷರಾಗಿ ನೇಮಕಮಾಡಲಾಗಿದೆ. xyxy=(569,1270,764,1350)
hampi-university-article xyxy=(14,911,348,1412)
right-para: ರಥೋತ್ಸವ ಜರುಗುವ ಮುಂಚೆ ಪ್ರತಿ ವರ್ಷ ಪದ್ಧತಿ ಯಂತೆ ಧಾರ್ಮಿಕ ವಿಧಿ ವಿಧಾನಗಳ ಪ್ರಕಾರ ಶ್ರೀ ದೇವಿಗೆ ಪಂಚಾಮೃತ ಪೂಜೆಯನ್ನು ದೇವಾಲಯದ ಸಮಿತಿಯವರು ಮತ್ತು ಅರ್ಚಕ ಮುಂಗಟ್ಟು ನೆರವೇರಿಸಿದರು. xyxy=(1152,617,1491,665)
bjp-article-continued xyxy=(777,911,1130,1412)
hampi-utsav-headline: ಹಂಪಿ ಉತ್ಸವ : ಜ.5ರಂದು ಉಸ್ತುವಾರಿ ಸಚಿವರ ಅಧ್ಯಕ್ಷತೆಯಲ್ಲಿ ಪೂರ್ವಸಿದ್ಧತಾ ಸಭೆ xyxy=(885,1436,1324,1456)
top-section xyxy=(14,53,1500,893)
savitribai-sub-headline: ಜಿ.ಕಾಡೋಗೋಂಡ್ ಸ್ಟಾರ್ಟಿ ಸಾವಿತ್ರಿಬಾಯಿ ಫುಲೆ 195ನೇ ಜಯಂತಿ xyxy=(218,1902,492,1918)
sidebar-box-sp-suspension xyxy=(711,247,1115,346)
edu-para: ವಿಜಯನಗರ(ಹೊಸಪೇಟೆ):ಬಳ್ಳಾರಿ ಇಂಗ್ಲಿಷ್ ಭಾರತೀಯ ಮದ್ದು ಅಧಿಕಾರ ವಿದೇಶಿ ಮದ್ದು ಅಧಿಕಾರಿಗಳಿಗೆ ಮದ್ದು ಅಧಿಕಾರಿಯು ಯಶಸ್ವಿ ಅಭ್ಯಾಸ-ಪರ್ಯಾಯಗಳು, ಸಿ.ಎಸ್-ಎ ಮತ್ತು ಸಿ.ಎಸ್-ಎ ಕುರಿತು ಕಾರ್ಯಕ್ರಮಗಳು ನಡೆಯುವ ಬರ್ತ್ಗಳನ್ನು ನ.6ರಂದ ಬೆಳಿಗ್ಗೆ 11 ಗಂಟೆಯಿಂದ ಸಂಜೆ 5 ಸಂಬಂಧಿಸಿದ ಕಾರ್ಯಕ್ರಮ ಸಹಕರಿಸಿ ನಡೆಯಿರಿ ಮ್ಯೂನಾಕ, ಜಿಲ್ಲಾ ಕ್ರೀಡಾ ಸಂಕೇತಗಳಿಗೆ ತರಬೇತಿ ಆಯೋಜಿಸಲಾಗಿದೆ ಎಂದು ಅಧಿಕಾರ ಅವರು ಪ್ರಕಟಣೆಯಲ್ಲಿ ತಿಳಿಸಿದ್ದಾರೆ. xyxy=(777,1205,1130,1287)
right-para: ಬಂದ ಮಾರ್ಗದಲ್ಲಿ ರಥ ಮತ್ತೆ ಬನಶಂಕರಿ ದೇವಾಲಯಕ್ಕೆ ಕ್ಕೆ ಬಂದು ನಿಂತಿತು. ನೂರಾರು ಭಕ್ತರು ರಥೋತ್ಸವದಲ್ಲಿ ಭಾಗಿಯಾಗಿ, ಹಾಡು ಹಾಡಿ, ಹಾಕು ಸಮರ್ಪಿಸಿ ಹಾರ್ದಿಕ ಪ್ರಾರ್ಥನೆ ಮಾಡಿದರು. ಅರಳಿಕೆ ಮೂಲಣ್ಣ ರಥದಲ್ಲಿ ಇದ್ದ ನಂತರ ರಥೋತ್ಸವ ಎಲ್ಲುವಂತೆದುವುದ ಜರುಗಿತು. xyxy=(1152,777,1491,825)
hampi-para: ಮನವಿ ಸಲ್ಲಿಸುವ ಕಾರ್ಯಕ್ರಮದಲ್ಲಿ ಮಂಡಿ ಬಂಡಿಯು, ನಾಯಕ, ಗದಗಿನಲ್ಲಿ, ಅಂಬ್ಲಿ, ರಾಜಣ್ಣ, ಗಿರೀಶ, ಹಾಗೂ ಇತರ ಸಂಘಟನೆಗಳ ಪ್ರತಿನಿಧಿಗಳು ಹಾಜರಾಗಿದ್ದರು. xyxy=(187,1340,348,1404)
bjp-para: ಈ ಮಾಹಿತಿಯನ್ನು ಬಿಜೆಪಿ ಜಿಲ್ಲಾಧ್ಯಕ್ಷ ರಾಗಿ ಅವರು ಬಿಡುಗಡೆ ಮಾಡಿದ್ದಾರೆ. ಜಿಲ್ಲಾ ಕಾರ್ಯದರ್ಶಿಗಳಾಗಿ ಆ ಮಹಾಜನದಾದ ಸೇವೆಯನ್ನು ಮಹಿಳೆಯಲ್ಲಿ ಎಂದು ಹೇಳಿದರು. xyxy=(360,1226,556,1289)
hampi-utsav-and-ad xyxy=(709,1431,1500,2069)
lead-para: ಅರೆ, ನಿನ್ನೆ ಹಾಗಿದ್ದ ಘಟನೆ ಬಗ್ಗೆ ಪತ್ರಿಕೆಯಲ್ಲಿ ಬೆಳಕಿಗೆ ಬಂದಂತೆ ಎಲ್ಲ, ನನ್ನಿಂದ ಜನರಿಗೆ ತೊಂದರೆಯಾಗಿದ್ದರೆ ಕ್ಷಮೆಯಾಚಿಸುತ್ತೇನೆ. ಇಡೀಯಾದ ಅಕ್ಕಪಕ್ಕ ಘಟನೆಯಲ್ಲಿ, ಶಾಸಕರಾಗಿ ನಾನು ಜನರ ಪ್ರಶ್ನೆ ಕೇಳಲಿಕ್ಕೆ ಎಂದರು. xyxy=(14,200,282,247)
